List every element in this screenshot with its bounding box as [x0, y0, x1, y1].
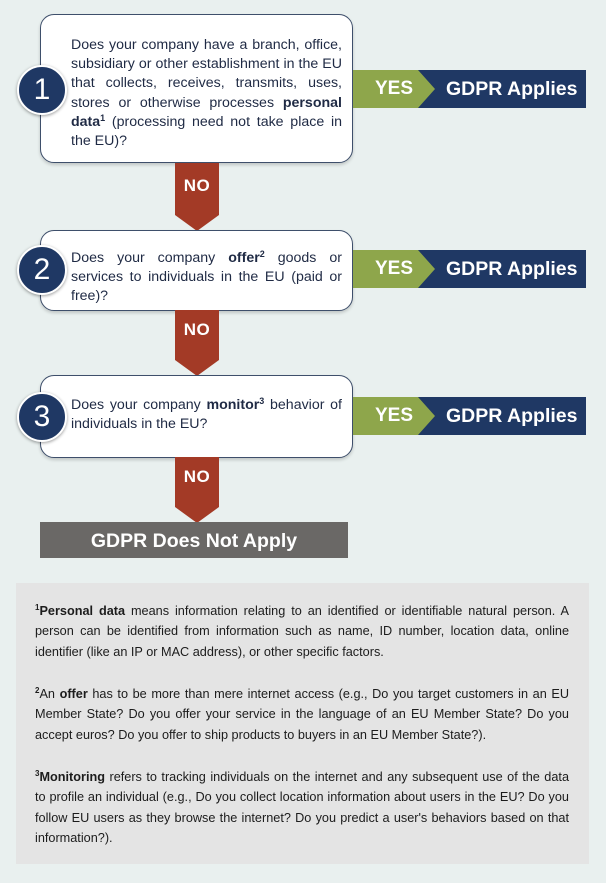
no-label-1: NO: [183, 176, 211, 195]
question-box-1: [40, 14, 353, 163]
question-box-3: [40, 375, 353, 458]
footnote-1: $^1$Personal data means information relating to an identified or identifiable natural person. A person can be identified from information such as name, ID number, location data, online identifier (like an IP or MAC address), or other specific factors.: [35, 603, 569, 659]
step-number-3: 3: [17, 392, 67, 442]
footnotes-panel: [16, 583, 589, 864]
question-text-1: Does your company have a branch, office, subsidiary or other establishment in the EU that collects, receives, transmits, uses, stores or otherwise processes personal data$^1$ (processing need not take place in the EU)?: [71, 37, 342, 150]
yes-label-1: YES: [353, 70, 435, 108]
down-arrow-icon: [175, 163, 219, 231]
yes-label-2: YES: [353, 250, 435, 288]
no-arrow-2: [175, 310, 219, 376]
footnote-3: $^3$Monitoring refers to tracking individuals on the internet and any subsequent use of the data to profile an individual (e.g., Do you collect location information about users in the EU? Do you follow EU users as they browse the internet? Do you predict a user's behaviors based on that information?).: [35, 769, 569, 846]
no-label-2: NO: [183, 320, 211, 339]
question-text-3: Does your company monitor$^3$ behavior of individuals in the EU?: [71, 396, 342, 433]
question-box-2: [40, 230, 353, 311]
no-label-3: NO: [183, 467, 211, 486]
question-text-2: Does your company offer$^2$ goods or services to individuals in the EU (paid or free)?: [71, 249, 342, 305]
no-arrow-3: [175, 457, 219, 523]
gdpr-applies-arrow-3: [418, 397, 586, 435]
footnote-2: $^2$An offer has to be more than mere internet access (e.g., Do you target customers in an EU Member State? Do you offer your service in the language of an EU Member State? Do you accept euros? Do you offer to ship products to buyers in an EU Member State?).: [35, 686, 569, 742]
gdpr-applies-label: GDPR Applies: [446, 78, 578, 100]
step-number-2: 2: [17, 245, 67, 295]
step-number-1: 1: [17, 65, 67, 115]
gdpr-applies-arrow-1: [418, 70, 586, 108]
gdpr-applies-label: GDPR Applies: [446, 405, 578, 427]
gdpr-does-not-apply-box: GDPR Does Not Apply: [40, 522, 348, 558]
gdpr-applies-label: GDPR Applies: [446, 258, 578, 280]
gdpr-applies-arrow-2: [418, 250, 586, 288]
yes-label-3: YES: [353, 397, 435, 435]
no-arrow-1: [175, 163, 219, 231]
